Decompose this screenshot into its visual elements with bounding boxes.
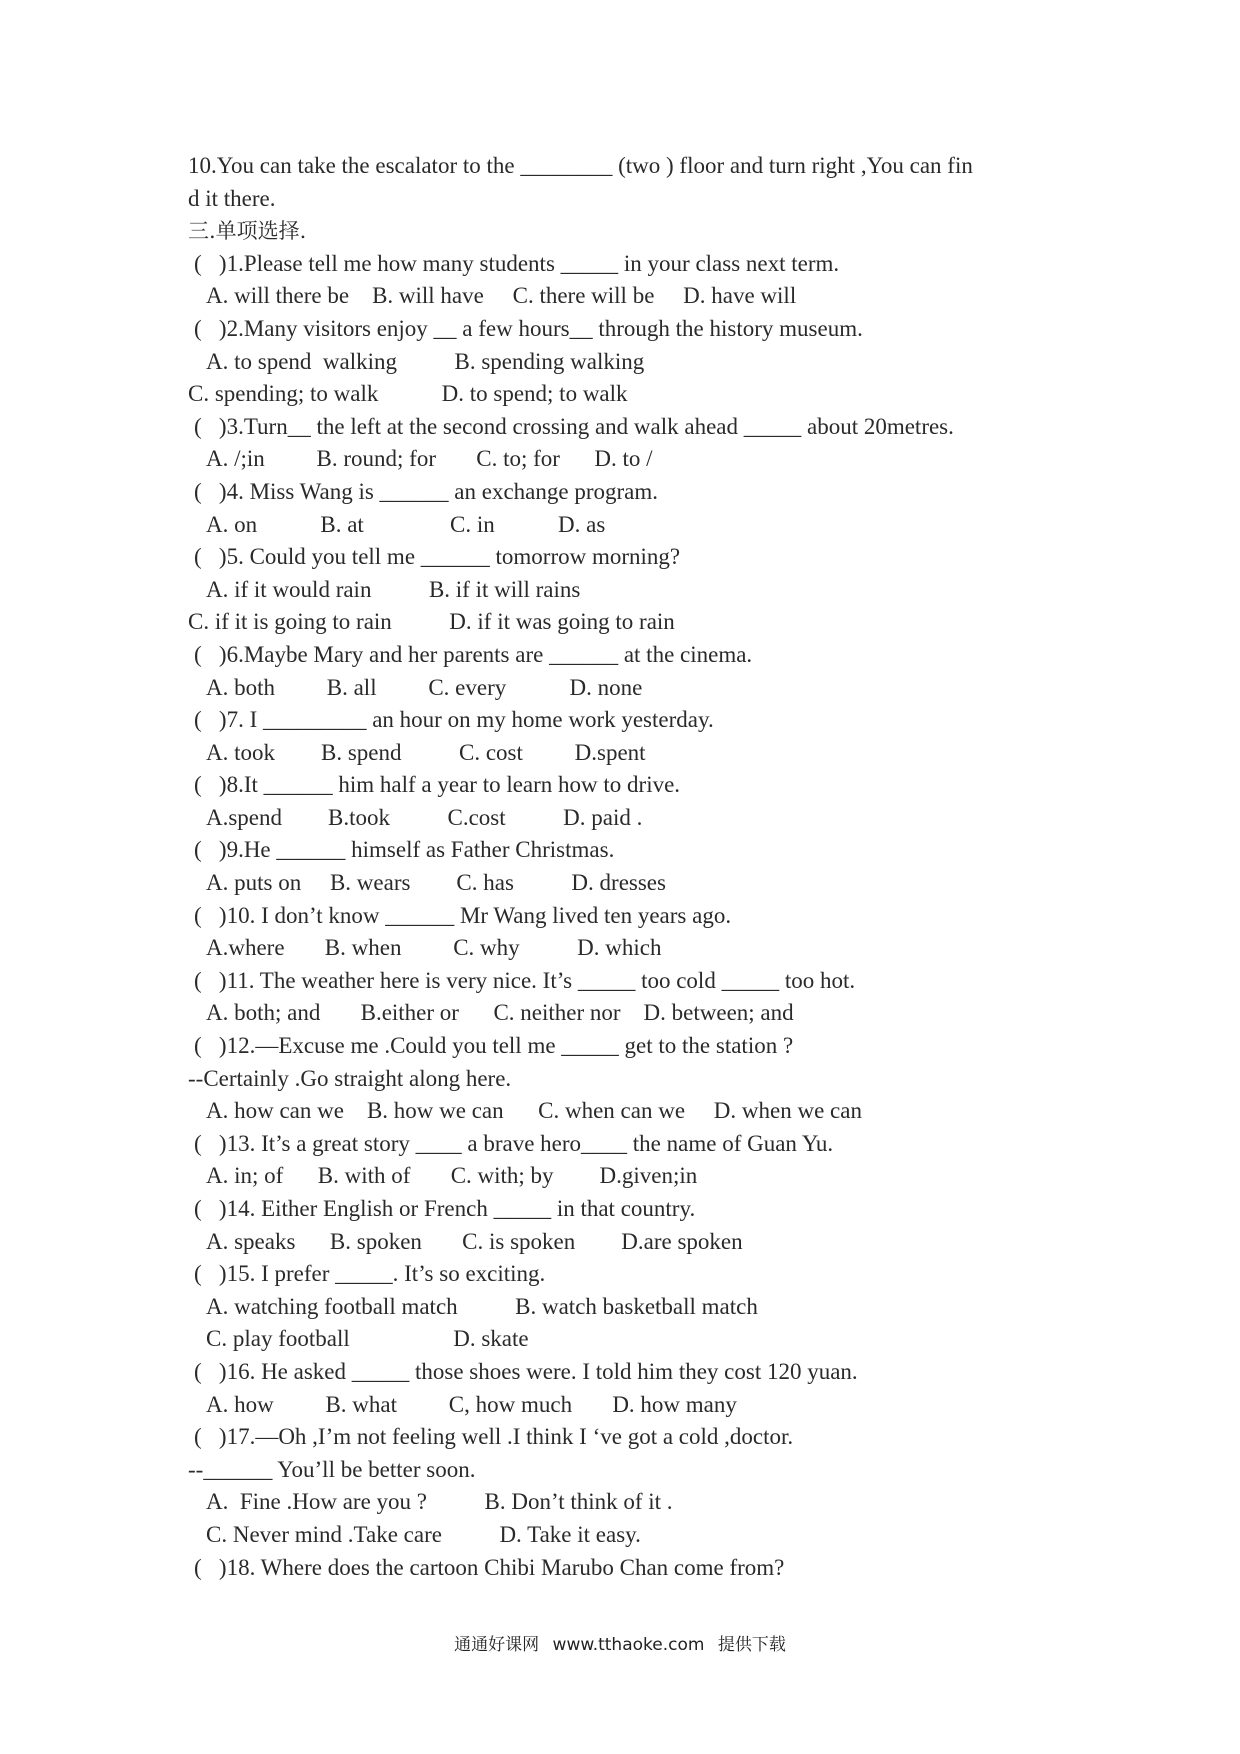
fill-item-10-line-1: 10.You can take the escalator to the ________ (two ) floor and turn right ,You can fin xyxy=(188,153,973,178)
dialogue-line: --______ You’ll be better soon. xyxy=(188,1456,476,1482)
question-item xyxy=(188,1552,1058,1585)
answer-options: C. if it is going to rain D. if it was going to rain xyxy=(188,609,675,635)
question-stem: ( )18. Where does the cartoon Chibi Marubo Chan come from? xyxy=(194,1554,785,1580)
question-list xyxy=(188,248,1058,1584)
question-stem: ( )11. The weather here is very nice. It’s _____ too cold _____ too hot. xyxy=(194,967,856,993)
worksheet-content xyxy=(188,150,1058,1584)
question-stem: ( )2.Many visitors enjoy __ a few hours__ through the history museum. xyxy=(194,315,863,341)
answer-options: A. /;in B. round; for C. to; for D. to / xyxy=(206,446,653,472)
question-stem: ( )6.Maybe Mary and her parents are ______ at the cinema. xyxy=(194,641,753,667)
question-stem: ( )9.He ______ himself as Father Christmas. xyxy=(194,837,615,863)
answer-options: A. in; of B. with of C. with; by D.given;in xyxy=(206,1163,698,1189)
answer-options: A. to spend walking B. spending walking xyxy=(206,348,645,374)
answer-options: A. watching football match B. watch basketball match xyxy=(206,1293,758,1319)
question-item xyxy=(188,1030,1058,1128)
question-stem: ( )10. I don’t know ______ Mr Wang lived ten years ago. xyxy=(194,902,732,928)
question-item xyxy=(188,313,1058,411)
question-stem: ( )7. I _________ an hour on my home work yesterday. xyxy=(194,707,714,733)
question-item xyxy=(188,704,1058,769)
question-item xyxy=(188,541,1058,639)
question-stem: ( )12.—Excuse me .Could you tell me _____ get to the station ? xyxy=(194,1033,794,1059)
question-item xyxy=(188,1193,1058,1258)
question-item xyxy=(188,639,1058,704)
fill-item-10-line-2: d it there. xyxy=(188,185,276,211)
answer-options: C. Never mind .Take care D. Take it easy. xyxy=(206,1521,641,1547)
answer-options: A. will there be B. will have C. there will be D. have will xyxy=(206,283,797,309)
question-stem: ( )1.Please tell me how many students _____ in your class next term. xyxy=(194,250,840,276)
answer-options: A. on B. at C. in D. as xyxy=(206,511,606,537)
question-item xyxy=(188,476,1058,541)
answer-options: A. speaks B. spoken C. is spoken D.are spoken xyxy=(206,1228,743,1254)
answer-options: A.where B. when C. why D. which xyxy=(206,935,662,961)
question-stem: ( )5. Could you tell me ______ tomorrow morning? xyxy=(194,544,681,570)
answer-options: A. how can we B. how we can C. when can we D. when we can xyxy=(206,1098,862,1124)
question-stem: ( )4. Miss Wang is ______ an exchange program. xyxy=(194,478,659,504)
question-stem: ( )16. He asked _____ those shoes were. I told him they cost 120 yuan. xyxy=(194,1358,858,1384)
answer-options: A. how B. what C, how much D. how many xyxy=(206,1391,737,1417)
question-stem: ( )17.—Oh ,I’m not feeling well .I think I ‘ve got a cold ,doctor. xyxy=(194,1424,794,1450)
answer-options: A. both; and B.either or C. neither nor D. between; and xyxy=(206,1000,794,1026)
question-item xyxy=(188,834,1058,899)
answer-options: A. if it would rain B. if it will rains xyxy=(206,576,581,602)
footer-url: www.tthaoke.com xyxy=(552,1635,705,1655)
section-title: 三.单项选择. xyxy=(188,219,307,244)
answer-options: C. spending; to walk D. to spend; to walk xyxy=(188,381,628,407)
question-item xyxy=(188,1258,1058,1356)
question-stem: ( )13. It’s a great story ____ a brave hero____ the name of Guan Yu. xyxy=(194,1130,834,1156)
question-item xyxy=(188,411,1058,476)
footer-site-name: 通通好课网 xyxy=(454,1635,540,1655)
answer-options: A. took B. spend C. cost D.spent xyxy=(206,739,646,765)
answer-options: A.spend B.took C.cost D. paid . xyxy=(206,804,643,830)
page-footer xyxy=(0,1630,1240,1655)
question-item xyxy=(188,248,1058,313)
question-item xyxy=(188,1356,1058,1421)
question-item xyxy=(188,769,1058,834)
dialogue-line: --Certainly .Go straight along here. xyxy=(188,1065,512,1091)
question-item xyxy=(188,1128,1058,1193)
answer-options: C. play football D. skate xyxy=(206,1326,529,1352)
question-item xyxy=(188,1421,1058,1551)
question-stem: ( )14. Either English or French _____ in that country. xyxy=(194,1196,696,1221)
question-stem: ( )15. I prefer _____. It’s so exciting. xyxy=(194,1261,546,1287)
answer-options: A. Fine .How are you ? B. Don’t think of it . xyxy=(206,1489,673,1515)
footer-suffix: 提供下载 xyxy=(717,1635,786,1655)
question-item xyxy=(188,900,1058,965)
question-stem: ( )8.It ______ him half a year to learn how to drive. xyxy=(194,772,681,798)
answer-options: A. puts on B. wears C. has D. dresses xyxy=(206,870,666,896)
question-stem: ( )3.Turn__ the left at the second crossing and walk ahead _____ about 20metres. xyxy=(194,413,954,439)
question-item xyxy=(188,965,1058,1030)
answer-options: A. both B. all C. every D. none xyxy=(206,674,643,700)
